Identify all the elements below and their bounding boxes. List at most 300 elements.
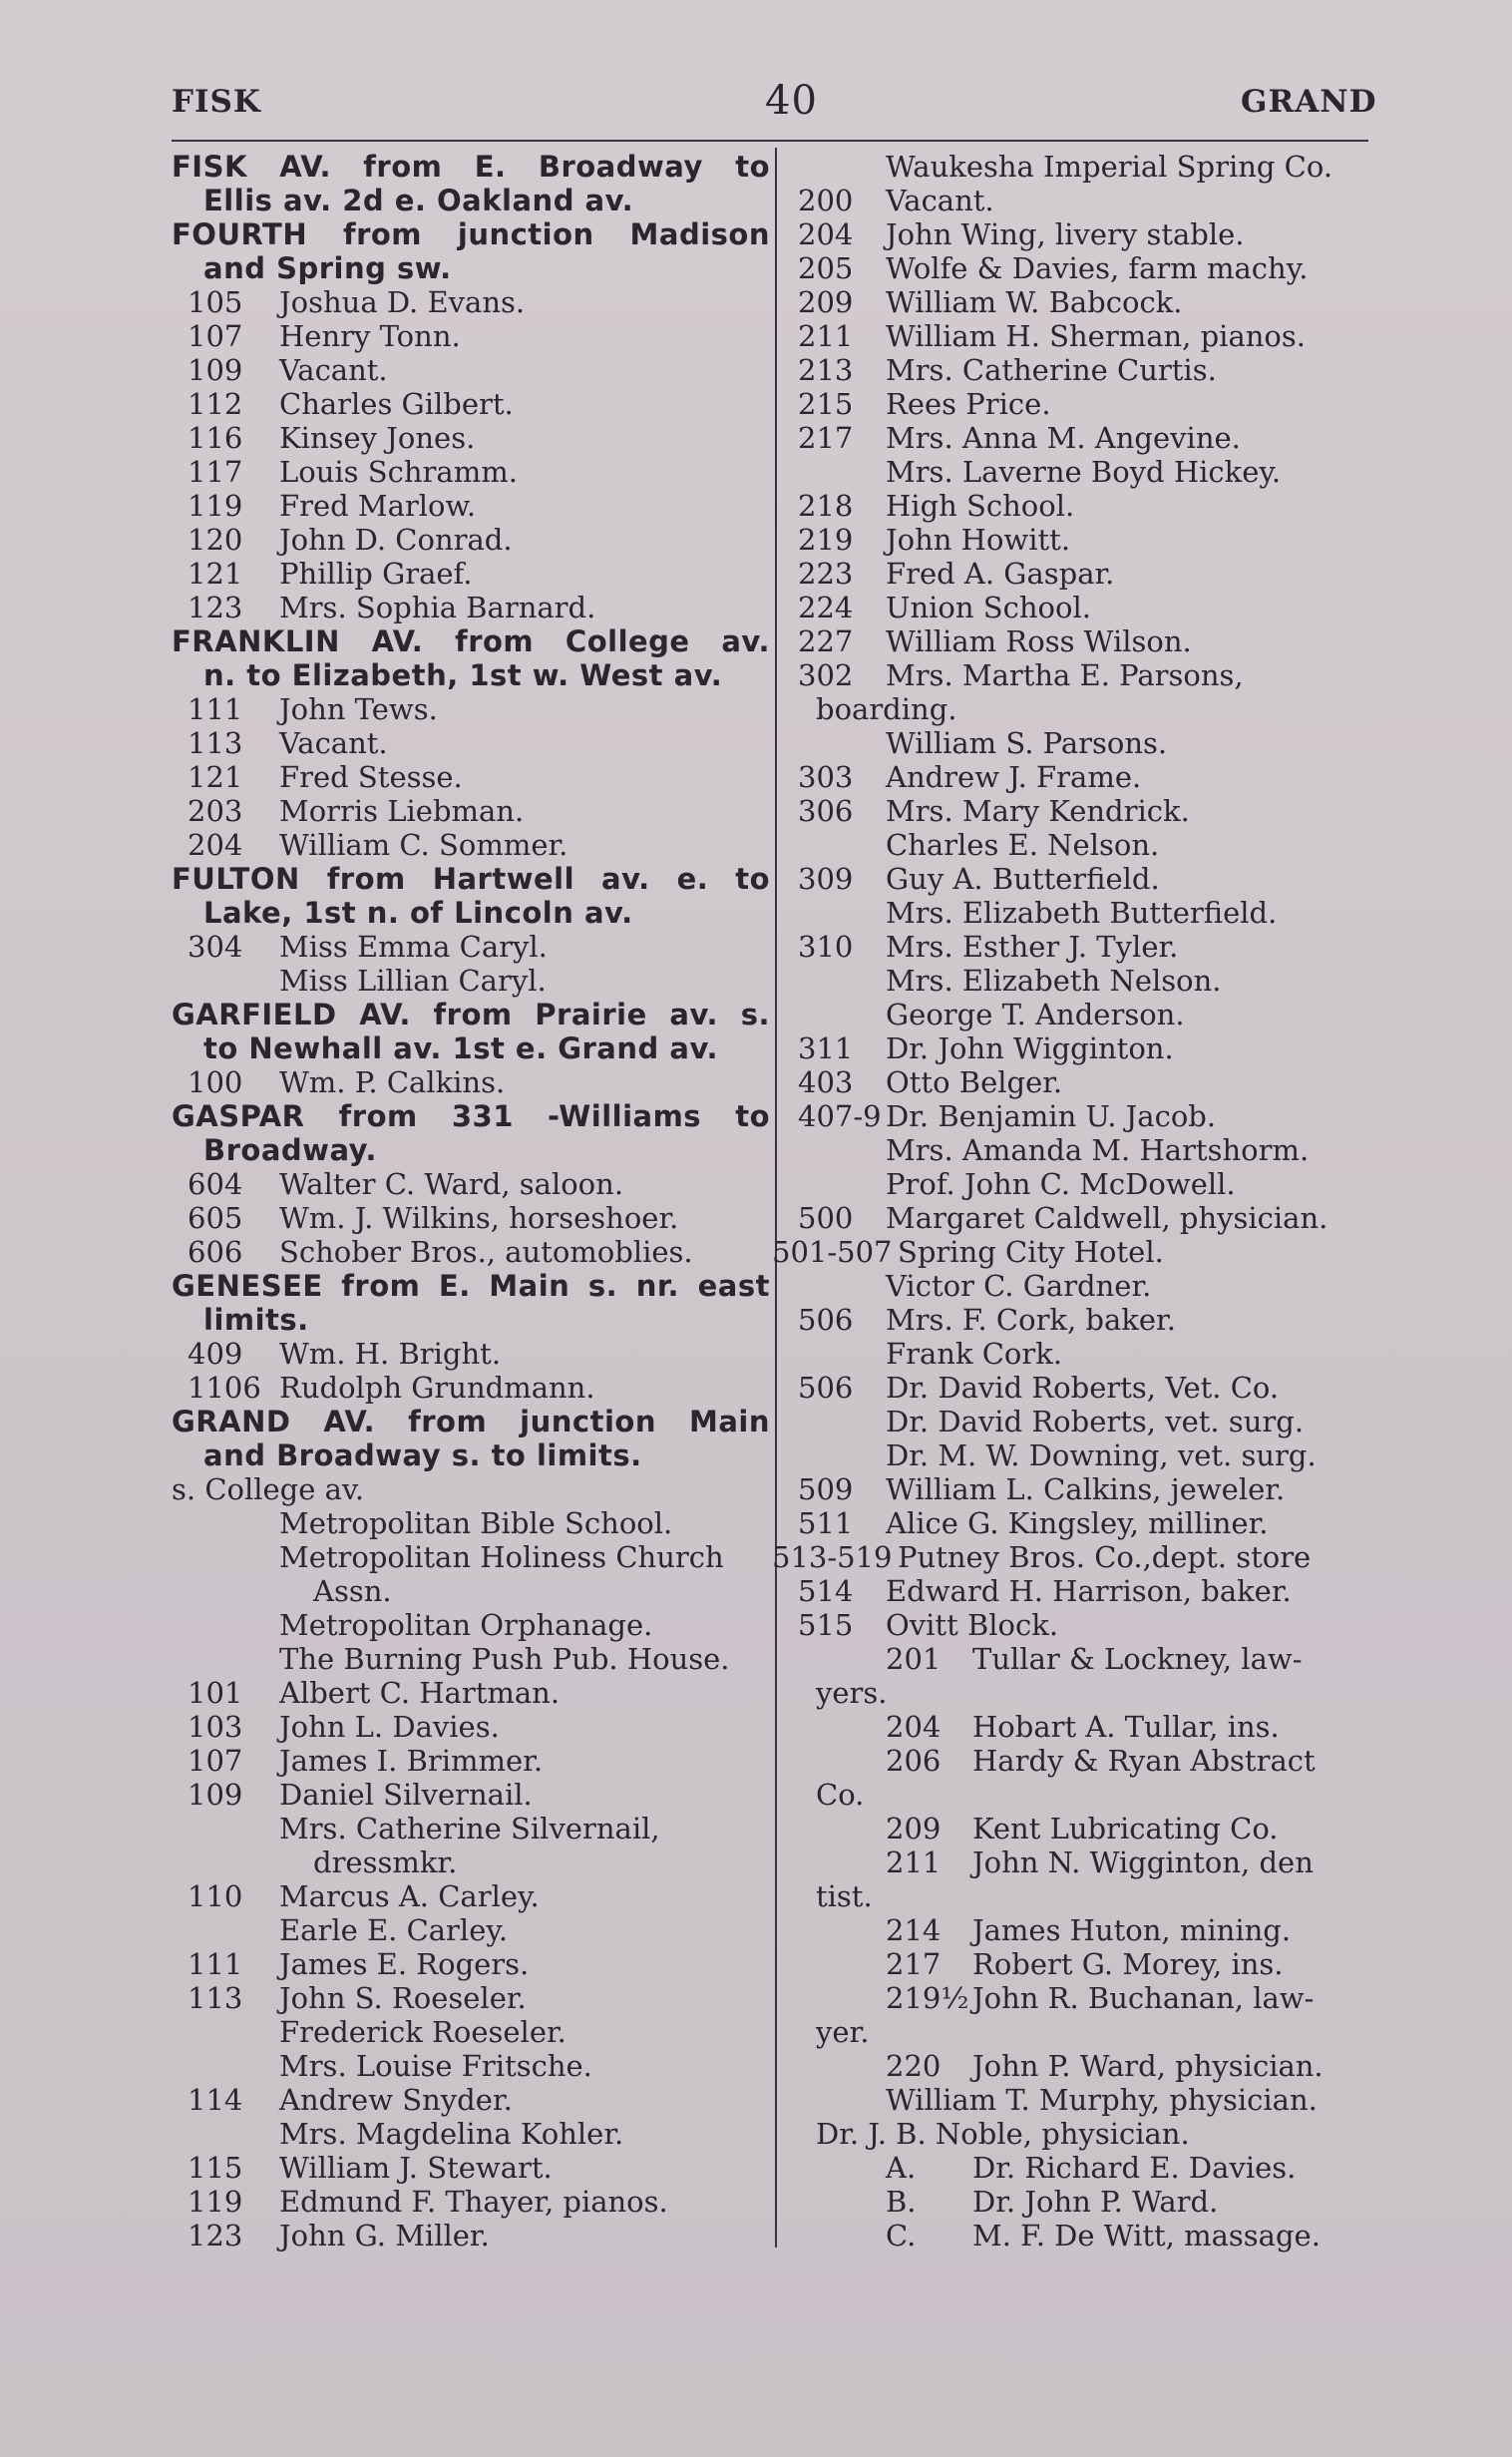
house-number: 509 bbox=[798, 1472, 854, 1506]
resident-name: Wm. P. Calkins. bbox=[279, 1065, 506, 1099]
directory-entry bbox=[172, 557, 770, 591]
resident-name: John Tews. bbox=[279, 692, 438, 726]
house-number: 407-9 bbox=[798, 1099, 882, 1133]
resident-name: Hardy & Ryan Abstract bbox=[972, 1744, 1316, 1778]
directory-entry bbox=[778, 1303, 1376, 1337]
resident-name: William C. Sommer. bbox=[279, 828, 568, 862]
directory-entry bbox=[172, 964, 770, 998]
street-heading-text: FOURTH from junction Madison bbox=[172, 217, 770, 251]
resident-name: Vacant. bbox=[279, 726, 388, 760]
directory-entry bbox=[172, 455, 770, 489]
house-number: 303 bbox=[798, 760, 854, 794]
resident-name: Guy A. Butterfield. bbox=[886, 862, 1160, 896]
resident-name: Mrs. Sophia Barnard. bbox=[279, 591, 596, 624]
house-number: 100 bbox=[188, 1065, 243, 1099]
directory-entry bbox=[778, 455, 1376, 489]
house-number: 205 bbox=[798, 251, 854, 285]
resident-name: William L. Calkins, jeweler. bbox=[886, 1472, 1286, 1506]
resident-name: Alice G. Kingsley, milliner. bbox=[886, 1506, 1269, 1540]
directory-entry bbox=[778, 1845, 1376, 1879]
resident-name: The Burning Push Pub. House. bbox=[279, 1642, 730, 1676]
directory-entry bbox=[172, 1778, 770, 1812]
directory-entry bbox=[172, 1167, 770, 1201]
house-number: 110 bbox=[188, 1879, 243, 1913]
house-number: 209 bbox=[886, 1812, 942, 1845]
resident-name: Walter C. Ward, saloon. bbox=[279, 1167, 624, 1201]
house-number: 217 bbox=[886, 1947, 942, 1981]
directory-entry bbox=[172, 319, 770, 353]
house-number: 605 bbox=[188, 1201, 243, 1235]
entry-continued-text: yers. bbox=[816, 1676, 888, 1710]
directory-entry bbox=[172, 591, 770, 624]
house-number: 306 bbox=[798, 794, 854, 828]
house-number: 224 bbox=[798, 591, 854, 624]
directory-entry bbox=[778, 828, 1376, 862]
street-heading-continued bbox=[172, 896, 770, 930]
resident-name: Mrs. Louise Fritsche. bbox=[279, 2049, 592, 2083]
directory-entry bbox=[778, 1812, 1376, 1845]
left-column bbox=[172, 150, 770, 2252]
directory-entry bbox=[172, 1608, 770, 1642]
directory-entry bbox=[778, 319, 1376, 353]
directory-entry bbox=[778, 1472, 1376, 1506]
resident-name: Victor C. Gardner. bbox=[886, 1269, 1152, 1303]
directory-entry bbox=[172, 1506, 770, 1540]
resident-name: Louis Schramm. bbox=[279, 455, 518, 489]
resident-name: Spring City Hotel. bbox=[898, 1235, 1164, 1269]
resident-name: Dr. Benjamin U. Jacob. bbox=[886, 1099, 1217, 1133]
street-heading-text: and Spring sw. bbox=[203, 251, 452, 285]
directory-entry bbox=[172, 1710, 770, 1744]
resident-name: Daniel Silvernail. bbox=[279, 1778, 533, 1812]
street-heading-text: FRANKLIN AV. from College av. bbox=[172, 624, 770, 658]
directory-entry bbox=[172, 2185, 770, 2219]
house-number: 203 bbox=[188, 794, 243, 828]
resident-name: Wolfe & Davies, farm machy. bbox=[886, 251, 1309, 285]
resident-name: John Wing, livery stable. bbox=[886, 217, 1245, 251]
street-heading-continued bbox=[172, 658, 770, 692]
house-number: 107 bbox=[188, 1744, 243, 1778]
street-heading bbox=[172, 150, 770, 184]
house-number: 113 bbox=[188, 726, 243, 760]
directory-entry bbox=[778, 150, 1376, 184]
house-number: 103 bbox=[188, 1710, 243, 1744]
house-number: 111 bbox=[188, 1947, 243, 1981]
street-heading-continued bbox=[172, 1438, 770, 1472]
house-number: 309 bbox=[798, 862, 854, 896]
resident-name: Fred Marlow. bbox=[279, 489, 477, 523]
right-column bbox=[772, 150, 1376, 2252]
resident-name: Fred Stesse. bbox=[279, 760, 463, 794]
resident-name: Miss Emma Caryl. bbox=[279, 930, 548, 964]
street-heading-text: limits. bbox=[203, 1303, 309, 1337]
resident-name: Mrs. Esther J. Tyler. bbox=[886, 930, 1179, 964]
house-number: 304 bbox=[188, 930, 243, 964]
resident-name: Mrs. Anna M. Angevine. bbox=[886, 421, 1241, 455]
resident-name: Dr. M. W. Downing, vet. surg. bbox=[886, 1438, 1317, 1472]
resident-name: Vacant. bbox=[886, 184, 994, 217]
street-heading-text: Broadway. bbox=[203, 1133, 377, 1167]
house-number: 220 bbox=[886, 2049, 942, 2083]
resident-name: Frank Cork. bbox=[886, 1337, 1063, 1371]
street-heading bbox=[172, 1099, 770, 1133]
directory-entry bbox=[172, 1947, 770, 1981]
street-heading-continued bbox=[172, 184, 770, 217]
house-number: 506 bbox=[798, 1371, 854, 1405]
directory-entry bbox=[778, 2185, 1376, 2219]
house-number: 515 bbox=[798, 1608, 854, 1642]
resident-name: George T. Anderson. bbox=[886, 998, 1185, 1031]
resident-name: Kent Lubricating Co. bbox=[972, 1812, 1279, 1845]
directory-entry bbox=[778, 1405, 1376, 1438]
running-head-left: FISK bbox=[172, 84, 261, 120]
house-number: 121 bbox=[188, 760, 243, 794]
house-number: B. bbox=[886, 2185, 917, 2219]
directory-entry bbox=[172, 523, 770, 557]
entry-continued bbox=[778, 1676, 1376, 1710]
resident-name: Charles Gilbert. bbox=[279, 387, 514, 421]
directory-entry bbox=[778, 523, 1376, 557]
resident-name: Metropolitan Bible School. bbox=[279, 1506, 673, 1540]
street-heading-continued bbox=[172, 251, 770, 285]
resident-name: William J. Stewart. bbox=[279, 2151, 553, 2185]
directory-entry bbox=[778, 1099, 1376, 1133]
directory-entry bbox=[172, 726, 770, 760]
resident-name: Andrew J. Frame. bbox=[886, 760, 1142, 794]
resident-name: Phillip Graef. bbox=[279, 557, 473, 591]
resident-name: Margaret Caldwell, physician. bbox=[886, 1201, 1328, 1235]
street-heading-continued bbox=[172, 1133, 770, 1167]
directory-entry bbox=[172, 489, 770, 523]
running-head-right: GRAND bbox=[1241, 84, 1377, 120]
street-heading-continued bbox=[172, 1303, 770, 1337]
resident-name: Metropolitan Holiness Church bbox=[279, 1540, 724, 1574]
entry-continued bbox=[778, 692, 1376, 726]
directory-entry bbox=[778, 964, 1376, 998]
directory-entry bbox=[778, 387, 1376, 421]
resident-name: Mrs. Catherine Curtis. bbox=[886, 353, 1217, 387]
house-number: A. bbox=[886, 2151, 917, 2185]
resident-name: William T. Murphy, physician. bbox=[886, 2083, 1318, 2117]
directory-entry bbox=[172, 2083, 770, 2117]
house-number: 211 bbox=[798, 319, 854, 353]
house-number: 120 bbox=[188, 523, 243, 557]
house-number: 206 bbox=[886, 1744, 942, 1778]
directory-entry bbox=[778, 285, 1376, 319]
directory-entry bbox=[778, 1574, 1376, 1608]
house-number: 113 bbox=[188, 1981, 243, 2015]
resident-name: James Huton, mining. bbox=[972, 1913, 1292, 1947]
directory-entry bbox=[778, 2083, 1376, 2117]
house-number: 107 bbox=[188, 319, 243, 353]
directory-entry bbox=[172, 2151, 770, 2185]
directory-entry bbox=[172, 1744, 770, 1778]
resident-name: Mrs. Elizabeth Nelson. bbox=[886, 964, 1222, 998]
street-heading-text: n. to Elizabeth, 1st w. West av. bbox=[203, 658, 723, 692]
directory-entry bbox=[778, 760, 1376, 794]
resident-name: Mrs. Laverne Boyd Hickey. bbox=[886, 455, 1282, 489]
street-heading-text: FULTON from Hartwell av. e. to bbox=[172, 862, 770, 896]
directory-entry bbox=[778, 1133, 1376, 1167]
directory-entry bbox=[172, 2117, 770, 2151]
resident-name: Edward H. Harrison, baker. bbox=[886, 1574, 1292, 1608]
house-number: 119 bbox=[188, 489, 243, 523]
house-number: 514 bbox=[798, 1574, 854, 1608]
house-number: 116 bbox=[188, 421, 243, 455]
house-number: 111 bbox=[188, 692, 243, 726]
directory-entry bbox=[778, 1065, 1376, 1099]
directory-entry bbox=[778, 557, 1376, 591]
directory-entry bbox=[778, 726, 1376, 760]
house-number: C. bbox=[886, 2219, 917, 2252]
entry-continued bbox=[778, 1879, 1376, 1913]
house-number: 109 bbox=[188, 353, 243, 387]
directory-entry bbox=[172, 387, 770, 421]
directory-entry bbox=[172, 1913, 770, 1947]
resident-name: Wm. H. Bright. bbox=[279, 1337, 502, 1371]
street-heading-text: GRAND AV. from junction Main bbox=[172, 1405, 770, 1438]
directory-entry bbox=[778, 658, 1376, 692]
section-note bbox=[172, 1472, 770, 1506]
directory-entry bbox=[778, 862, 1376, 896]
street-heading-text: Ellis av. 2d e. Oakland av. bbox=[203, 184, 634, 217]
street-heading bbox=[172, 862, 770, 896]
resident-name: Frederick Roeseler. bbox=[279, 2015, 567, 2049]
resident-name: Hobart A. Tullar, ins. bbox=[972, 1710, 1280, 1744]
directory-entry bbox=[172, 794, 770, 828]
resident-name: James E. Rogers. bbox=[279, 1947, 530, 1981]
resident-name: Vacant. bbox=[279, 353, 388, 387]
directory-entry bbox=[172, 2219, 770, 2252]
house-number: 501-507 bbox=[772, 1235, 893, 1269]
resident-name: John N. Wigginton, den bbox=[972, 1845, 1314, 1879]
directory-entry bbox=[172, 2049, 770, 2083]
house-number: 302 bbox=[798, 658, 854, 692]
resident-name: High School. bbox=[886, 489, 1075, 523]
resident-name: Albert C. Hartman. bbox=[279, 1676, 561, 1710]
house-number: 121 bbox=[188, 557, 243, 591]
resident-name: Robert G. Morey, ins. bbox=[972, 1947, 1284, 1981]
house-number: 218 bbox=[798, 489, 854, 523]
resident-name: John G. Miller. bbox=[279, 2219, 490, 2252]
house-number: 123 bbox=[188, 2219, 243, 2252]
house-number: 311 bbox=[798, 1031, 854, 1065]
directory-entry bbox=[778, 489, 1376, 523]
directory-entry bbox=[778, 1201, 1376, 1235]
directory-entry bbox=[172, 930, 770, 964]
resident-name: Andrew Snyder. bbox=[279, 2083, 513, 2117]
resident-name: William Ross Wilson. bbox=[886, 624, 1192, 658]
resident-name: Tullar & Lockney, law- bbox=[972, 1642, 1303, 1676]
resident-name: Charles E. Nelson. bbox=[886, 828, 1160, 862]
resident-name: James I. Brimmer. bbox=[279, 1744, 544, 1778]
resident-name: Schober Bros., automoblies. bbox=[279, 1235, 693, 1269]
house-number: 227 bbox=[798, 624, 854, 658]
house-number: 204 bbox=[886, 1710, 942, 1744]
entry-continued-text: boarding. bbox=[816, 692, 957, 726]
directory-entry bbox=[172, 1981, 770, 2015]
directory-entry bbox=[172, 1065, 770, 1099]
street-heading-text: to Newhall av. 1st e. Grand av. bbox=[203, 1031, 719, 1065]
entry-continued bbox=[778, 2015, 1376, 2049]
house-number: 123 bbox=[188, 591, 243, 624]
directory-entry bbox=[778, 1371, 1376, 1405]
resident-name: Union School. bbox=[886, 591, 1091, 624]
resident-name: Dr. Richard E. Davies. bbox=[972, 2151, 1297, 2185]
resident-name: Otto Belger. bbox=[886, 1065, 1063, 1099]
street-heading bbox=[172, 217, 770, 251]
street-heading-text: GASPAR from 331 -Williams to bbox=[172, 1099, 770, 1133]
street-heading bbox=[172, 998, 770, 1031]
directory-entry bbox=[172, 1201, 770, 1235]
directory-entry bbox=[778, 1269, 1376, 1303]
house-number: 219½ bbox=[886, 1981, 969, 2015]
directory-entry bbox=[778, 591, 1376, 624]
directory-entry bbox=[778, 217, 1376, 251]
house-number: 403 bbox=[798, 1065, 854, 1099]
house-number: 101 bbox=[188, 1676, 243, 1710]
resident-name: Ovitt Block. bbox=[886, 1608, 1059, 1642]
resident-name: Mrs. Magdelina Kohler. bbox=[279, 2117, 624, 2151]
house-number: 112 bbox=[188, 387, 243, 421]
resident-name: Fred A. Gaspar. bbox=[886, 557, 1115, 591]
directory-entry bbox=[172, 760, 770, 794]
house-number: 409 bbox=[188, 1337, 243, 1371]
street-heading-text: FISK AV. from E. Broadway to bbox=[172, 150, 770, 184]
house-number: 200 bbox=[798, 184, 854, 217]
street-heading-text: GENESEE from E. Main s. nr. east bbox=[172, 1269, 770, 1303]
directory-entry bbox=[172, 1812, 770, 1845]
house-number: 1106 bbox=[188, 1371, 261, 1405]
entry-continued-text: tist. bbox=[816, 1879, 873, 1913]
directory-entry bbox=[778, 1947, 1376, 1981]
resident-name: Mrs. Martha E. Parsons, bbox=[886, 658, 1244, 692]
house-number: 211 bbox=[886, 1845, 942, 1879]
entry-continued bbox=[172, 1845, 770, 1879]
directory-entry bbox=[778, 353, 1376, 387]
entry-continued-text: Co. bbox=[816, 1778, 865, 1812]
resident-name: Kinsey Jones. bbox=[279, 421, 476, 455]
directory-entry bbox=[172, 692, 770, 726]
directory-entry bbox=[778, 624, 1376, 658]
resident-name: Edmund F. Thayer, pianos. bbox=[279, 2185, 668, 2219]
resident-name: Earle E. Carley. bbox=[279, 1913, 509, 1947]
header-rule bbox=[172, 140, 1368, 142]
directory-entry bbox=[778, 1642, 1376, 1676]
directory-entry bbox=[172, 421, 770, 455]
directory-entry bbox=[172, 2015, 770, 2049]
directory-entry bbox=[778, 1031, 1376, 1065]
entry-continued-text: Assn. bbox=[313, 1574, 392, 1608]
entry-continued-text: Dr. J. B. Noble, physician. bbox=[816, 2117, 1190, 2151]
house-number: 511 bbox=[798, 1506, 854, 1540]
street-heading-text: Lake, 1st n. of Lincoln av. bbox=[203, 896, 633, 930]
resident-name: William S. Parsons. bbox=[886, 726, 1168, 760]
house-number: 114 bbox=[188, 2083, 243, 2117]
directory-entry bbox=[778, 1744, 1376, 1778]
house-number: 115 bbox=[188, 2151, 243, 2185]
resident-name: M. F. De Witt, massage. bbox=[972, 2219, 1321, 2252]
resident-name: Wm. J. Wilkins, horseshoer. bbox=[279, 1201, 679, 1235]
resident-name: Marcus A. Carley. bbox=[279, 1879, 540, 1913]
house-number: 213 bbox=[798, 353, 854, 387]
resident-name: Rudolph Grundmann. bbox=[279, 1371, 595, 1405]
directory-entry bbox=[172, 1676, 770, 1710]
street-heading bbox=[172, 1405, 770, 1438]
resident-name: John S. Roeseler. bbox=[279, 1981, 527, 2015]
directory-entry bbox=[172, 1371, 770, 1405]
resident-name: Mrs. Amanda M. Hartshorm. bbox=[886, 1133, 1310, 1167]
house-number: 119 bbox=[188, 2185, 243, 2219]
resident-name: John P. Ward, physician. bbox=[972, 2049, 1323, 2083]
directory-entry bbox=[778, 794, 1376, 828]
directory-entry bbox=[778, 896, 1376, 930]
resident-name: Dr. John Wigginton. bbox=[886, 1031, 1174, 1065]
resident-name: John Howitt. bbox=[886, 523, 1071, 557]
directory-entry bbox=[778, 1981, 1376, 2015]
house-number: 105 bbox=[188, 285, 243, 319]
resident-name: Rees Price. bbox=[886, 387, 1051, 421]
house-number: 223 bbox=[798, 557, 854, 591]
resident-name: John L. Davies. bbox=[279, 1710, 500, 1744]
entry-continued bbox=[778, 1778, 1376, 1812]
entry-continued bbox=[172, 1574, 770, 1608]
directory-entry bbox=[778, 251, 1376, 285]
resident-name: Dr. John P. Ward. bbox=[972, 2185, 1219, 2219]
entry-continued bbox=[778, 2117, 1376, 2151]
directory-entry bbox=[778, 998, 1376, 1031]
directory-entry bbox=[172, 1235, 770, 1269]
directory-entry bbox=[172, 1642, 770, 1676]
resident-name: Putney Bros. Co.,dept. store bbox=[898, 1540, 1312, 1574]
resident-name: Mrs. Catherine Silvernail, bbox=[279, 1812, 660, 1845]
house-number: 219 bbox=[798, 523, 854, 557]
entry-continued-text: dressmkr. bbox=[313, 1845, 458, 1879]
resident-name: John R. Buchanan, law- bbox=[972, 1981, 1315, 2015]
house-number: 209 bbox=[798, 285, 854, 319]
directory-entry bbox=[778, 2049, 1376, 2083]
house-number: 606 bbox=[188, 1235, 243, 1269]
resident-name: Joshua D. Evans. bbox=[279, 285, 526, 319]
page-number: 40 bbox=[765, 78, 818, 124]
house-number: 201 bbox=[886, 1642, 942, 1676]
resident-name: Dr. David Roberts, Vet. Co. bbox=[886, 1371, 1280, 1405]
resident-name: Mrs. Mary Kendrick. bbox=[886, 794, 1190, 828]
directory-entry bbox=[778, 1167, 1376, 1201]
resident-name: Dr. David Roberts, vet. surg. bbox=[886, 1405, 1305, 1438]
resident-name: Morris Liebman. bbox=[279, 794, 525, 828]
house-number: 215 bbox=[798, 387, 854, 421]
directory-entry bbox=[778, 930, 1376, 964]
directory-entry bbox=[778, 1337, 1376, 1371]
directory-entry bbox=[172, 1540, 770, 1574]
resident-name: Mrs. F. Cork, baker. bbox=[886, 1303, 1176, 1337]
resident-name: Mrs. Elizabeth Butterfield. bbox=[886, 896, 1278, 930]
directory-entry bbox=[778, 421, 1376, 455]
directory-entry bbox=[778, 1438, 1376, 1472]
directory-entry bbox=[172, 1337, 770, 1371]
resident-name: Henry Tonn. bbox=[279, 319, 461, 353]
directory-entry bbox=[778, 1913, 1376, 1947]
house-number: 513-519 bbox=[772, 1540, 893, 1574]
house-number: 506 bbox=[798, 1303, 854, 1337]
directory-entry bbox=[772, 1235, 1376, 1269]
directory-entry bbox=[172, 828, 770, 862]
directory-entry bbox=[172, 285, 770, 319]
house-number: 604 bbox=[188, 1167, 243, 1201]
street-heading-continued bbox=[172, 1031, 770, 1065]
street-heading bbox=[172, 624, 770, 658]
